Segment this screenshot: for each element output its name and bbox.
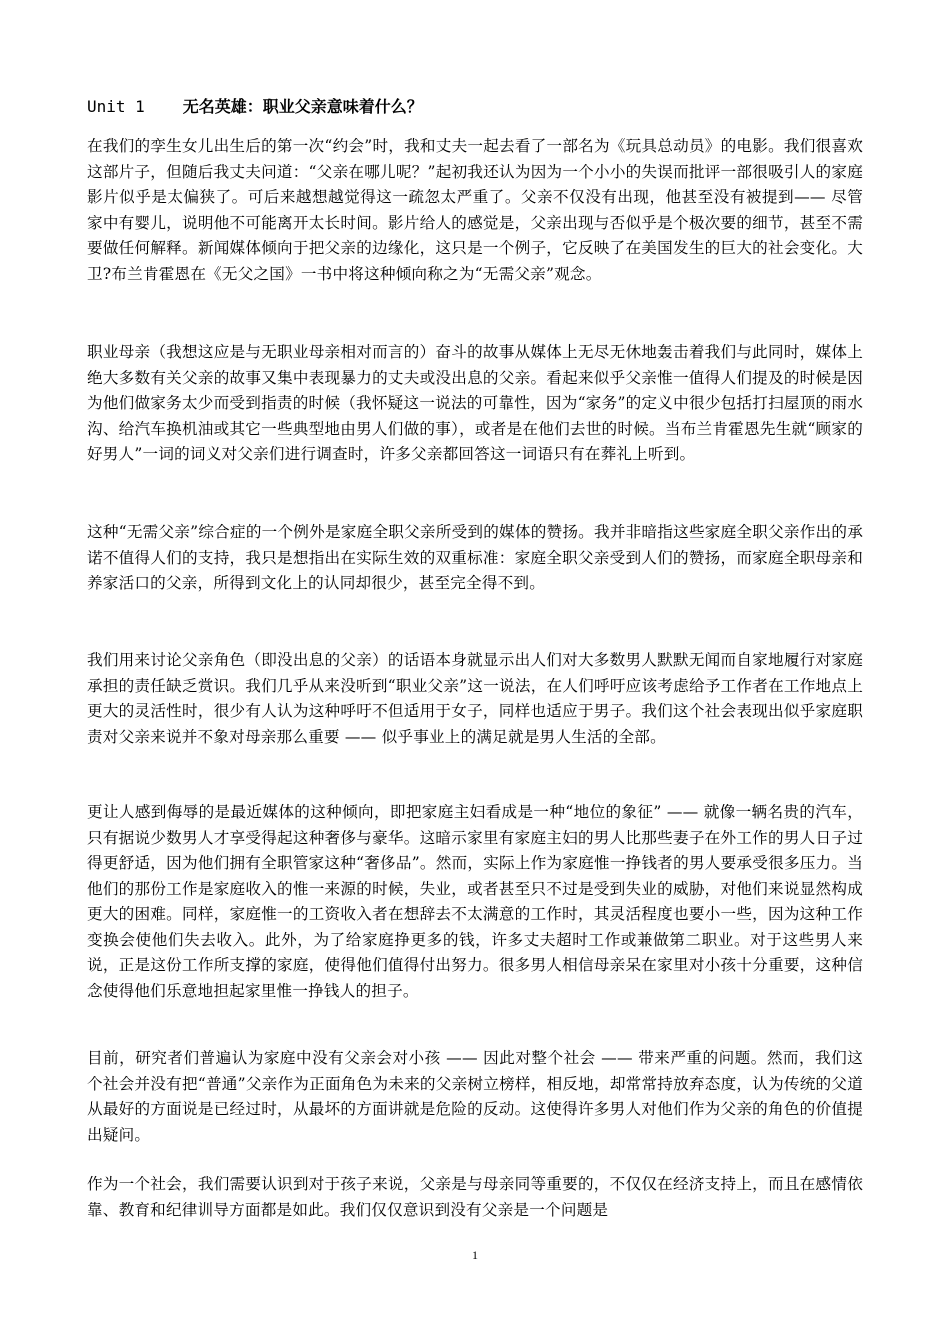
paragraph-6: 目前，研究者们普遍认为家庭中没有父亲会对小孩 —— 因此对整个社会 —— 带来严重的问题。然而，我们这个社会并没有把“普通”父亲作为正面角色为未来的父亲树立榜样，相反地，却常常持放弃态度，认为传统的父道从最好的方面说是已经过时，从最坏的方面讲就是危险的反动。这使得许多男人对他们作为父亲的角色的价值提出疑问。: [87, 1049, 863, 1144]
paragraph-7: 作为一个社会，我们需要认识到对于孩子来说，父亲是与母亲同等重要的，不仅仅在经济支持上，而且在感情依靠、教育和纪律训导方面都是如此。我们仅仅意识到没有父亲是一个问题是: [87, 1175, 863, 1219]
unit-label: Unit 1: [87, 97, 145, 116]
article-heading: 无名英雄：职业父亲意味着什么？: [182, 97, 423, 116]
document-title: [87, 96, 423, 118]
paragraph-5: 更让人感到侮辱的是最近媒体的这种倾向，即把家庭主妇看成是一种“地位的象征” —— 就像一辆名贵的汽车，只有据说少数男人才享受得起这种奢侈与豪华。这暗示家里有家庭主妇的男人比那些妻子在外工作的男人日子过得更舒适，因为他们拥有全职管家这种“奢侈品”。然而，实际上作为家庭惟一挣钱者的男人要承受很多压力。当他们的那份工作是家庭收入的惟一来源的时候，失业，或者甚至只不过是受到失业的威胁，对他们来说显然构成更大的困难。同样，家庭惟一的工资收入者在想辞去不太满意的工作时，其灵活程度也要小一些，因为这种工作变换会使他们失去收入。此外，为了给家庭挣更多的钱，许多丈夫超时工作或兼做第二职业。对于这些男人来说，正是这份工作所支撑的家庭，使得他们值得付出努力。很多男人相信母亲呆在家里对小孩十分重要，这种信念使得他们乐意地担起家里惟一挣钱人的担子。: [87, 803, 863, 1000]
page-number: 1: [472, 1248, 478, 1262]
paragraph-4: 我们用来讨论父亲角色（即没出息的父亲）的话语本身就显示出人们对大多数男人默默无闻而自家地履行对家庭承担的责任缺乏赏识。我们几乎从来没听到“职业父亲”这一说法，在人们呼吁应该考虑给予工作者在工作地点上更大的灵活性时，很少有人认为这种呼吁不但适用于女子，同样也适应于男子。我们这个社会表现出似乎家庭职责对父亲来说并不象对母亲那么重要 —— 似乎事业上的满足就是男人生活的全部。: [87, 651, 863, 746]
paragraph-3: 这种“无需父亲”综合症的一个例外是家庭全职父亲所受到的媒体的赞扬。我并非暗指这些家庭全职父亲作出的承诺不值得人们的支持，我只是想指出在实际生效的双重标准：家庭全职父亲受到人们的赞扬，而家庭全职母亲和养家活口的父亲，所得到文化上的认同却很少，甚至完全得不到。: [87, 523, 863, 592]
paragraph-2: 职业母亲（我想这应是与无职业母亲相对而言的）奋斗的故事从媒体上无尽无休地轰击着我们与此同时，媒体上绝大多数有关父亲的故事又集中表现暴力的丈夫或没出息的父亲。看起来似乎父亲惟一值得人们提及的时候是因为他们做家务太少而受到指责的时候（我怀疑这一说法的可靠性，因为“家务”的定义中很少包括打扫屋顶的雨水沟、给汽车换机油或其它一些典型地由男人们做的事），或者是在他们去世的时候。当布兰肯霍恩先生就“顾家的好男人”一词的词义对父亲们进行调查时，许多父亲都回答这一词语只有在葬礼上听到。: [87, 343, 863, 463]
paragraph-1: 在我们的孪生女儿出生后的第一次“约会”时，我和丈夫一起去看了一部名为《玩具总动员》的电影。我们很喜欢这部片子，但随后我丈夫问道：“父亲在哪儿呢？”起初我还认为因为一个小小的失误而批评一部很吸引人的家庭影片似乎是太偏狭了。可后来越想越觉得这一疏忽太严重了。父亲不仅没有出现，他甚至没有被提到—— 尽管家中有婴儿，说明他不可能离开太长时间。影片给人的感觉是，父亲出现与否似乎是个极次要的细节，甚至不需要做任何解释。新闻媒体倾向于把父亲的边缘化，这只是一个例子，它反映了在美国发生的巨大的社会变化。大卫?布兰肯霍恩在《无父之国》一书中将这种倾向称之为“无需父亲”观念。: [87, 137, 863, 283]
